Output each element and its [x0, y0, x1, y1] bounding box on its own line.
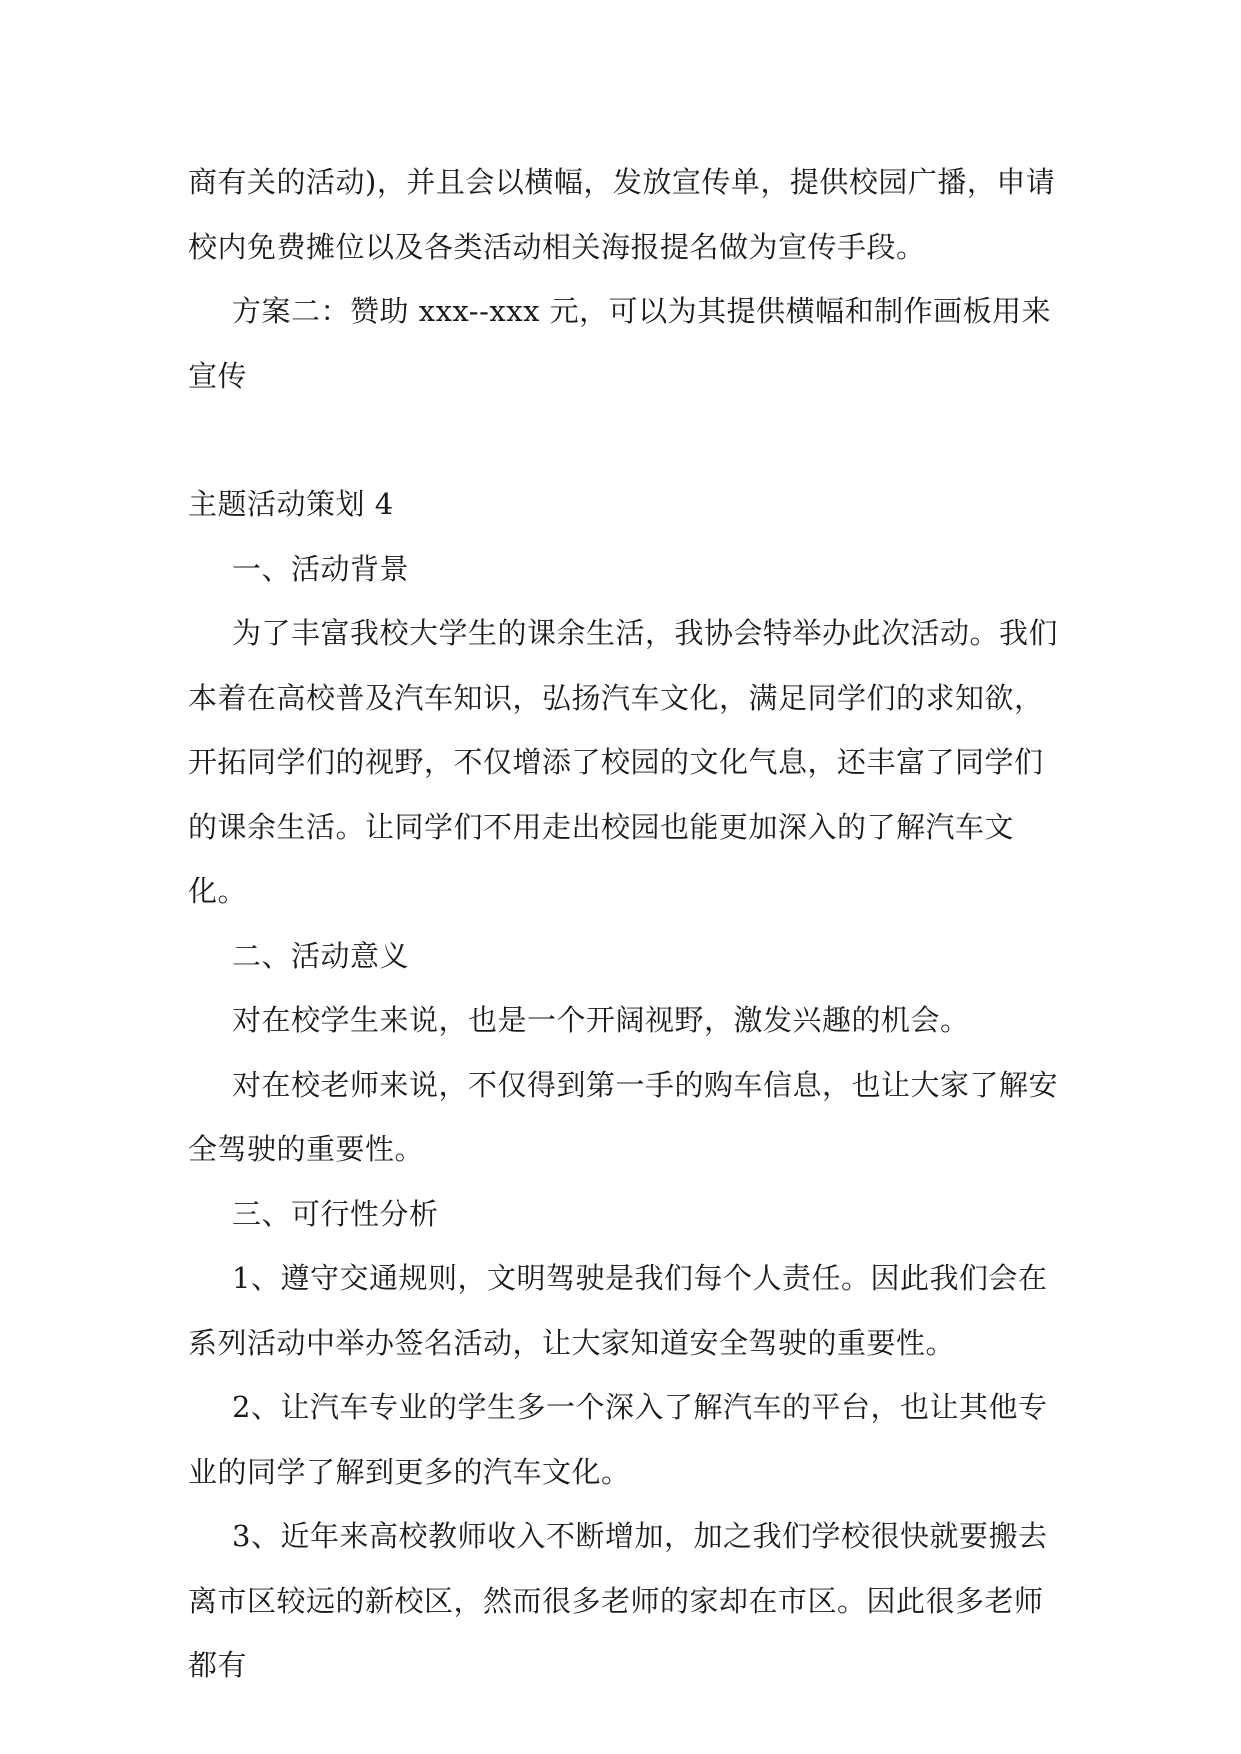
paragraph-sponsorship-means: 商有关的活动)，并且会以横幅，发放宣传单，提供校园广播，申请校内免费摊位以及各类活动相关海报提名做为宣传手段。 [188, 165, 1056, 264]
section-heading: 主题活动策划 4 [188, 487, 394, 521]
paragraph-feasibility-1: 1、遵守交通规则，文明驾驶是我们每个人责任。因此我们会在系列活动中举办签名活动，让大家知道安全驾驶的重要性。 [188, 1261, 1048, 1360]
subheading-background: 一、活动背景 [232, 551, 410, 586]
paragraph-significance-teachers: 对在校老师来说，不仅得到第一手的购车信息，也让大家了解安全驾驶的重要性。 [188, 1067, 1059, 1166]
subheading-significance: 二、活动意义 [232, 938, 410, 973]
paragraph-feasibility-2: 2、让汽车专业的学生多一个深入了解汽车的平台，也让其他专业的同学了解到更多的汽车文化。 [188, 1390, 1048, 1489]
paragraph-plan-two: 方案二：赞助 xxx--xxx 元，可以为其提供横幅和制作画板用来宣传 [188, 294, 1052, 393]
paragraph-background: 为了丰富我校大学生的课余生活，我协会特举办此次活动。我们本着在高校普及汽车知识，弘扬汽车文化，满足同学们的求知欲，开拓同学们的视野，不仅增添了校园的文化气息，还丰富了同学们的课余生活。让同学们不用走出校园也能更加深入的了解汽车文化。 [188, 616, 1059, 908]
document-body [188, 150, 1068, 1698]
paragraph-significance-students: 对在校学生来说，也是一个开阔视野，激发兴趣的机会。 [232, 1003, 970, 1037]
subheading-feasibility: 三、可行性分析 [232, 1196, 439, 1231]
paragraph-feasibility-3: 3、近年来高校教师收入不断增加，加之我们学校很快就要搬去离市区较远的新校区，然而很多老师的家却在市区。因此很多老师都有 [188, 1519, 1048, 1682]
section-spacer [188, 408, 1068, 472]
